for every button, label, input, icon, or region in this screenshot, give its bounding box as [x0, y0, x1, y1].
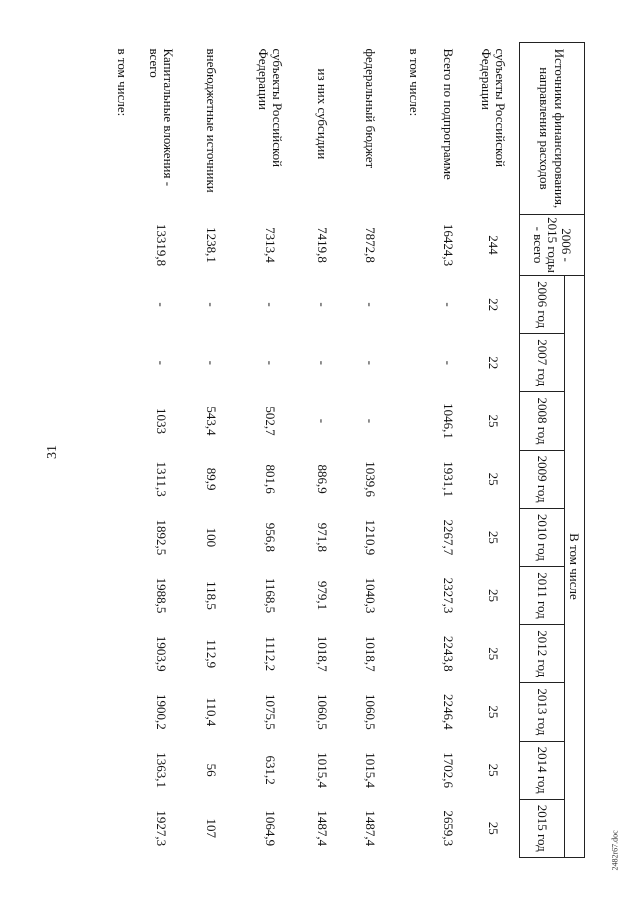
- row-total: 13319,8: [154, 223, 169, 267]
- row-year-value: [399, 683, 429, 741]
- row-total: 7872,8: [363, 227, 378, 263]
- row-year-value: [107, 392, 137, 450]
- row-year-value: 1112,2: [263, 636, 278, 672]
- row-label: федеральный бюджет: [363, 48, 378, 169]
- table-row: [399, 43, 429, 858]
- row-label: внебюджетные источники: [204, 48, 219, 193]
- row-year-value: [399, 566, 429, 624]
- row-year-value: 1060,5: [363, 694, 378, 730]
- header-total-col: 2006 - 2015 годы - всего: [520, 215, 585, 276]
- table-row: [303, 43, 341, 858]
- row-year-value: 502,7: [263, 406, 278, 436]
- row-year-value: 1702,6: [441, 752, 456, 788]
- header-year: 2015 год: [520, 799, 565, 857]
- row-year-value: [399, 450, 429, 508]
- row-label: Капитальные вложения - всего: [147, 48, 176, 187]
- row-year-value: -: [315, 302, 330, 307]
- row-year-value: 22: [486, 298, 501, 312]
- table-body: [107, 43, 520, 858]
- row-total: 7419,8: [315, 227, 330, 263]
- row-year-value: -: [204, 302, 219, 307]
- row-year-value: 1900,2: [154, 694, 169, 730]
- table-row: [237, 43, 303, 858]
- row-year-value: 118,5: [204, 581, 219, 610]
- row-total: 244: [486, 235, 501, 255]
- row-year-value: [399, 392, 429, 450]
- row-year-value: [107, 799, 137, 857]
- row-year-value: 89,9: [204, 467, 219, 491]
- row-year-value: [399, 508, 429, 566]
- row-total: 1238,1: [204, 227, 219, 263]
- row-year-value: [107, 276, 137, 334]
- row-year-value: 1168,5: [263, 577, 278, 614]
- rotated-table-container: [115, 42, 585, 857]
- row-year-value: [399, 334, 429, 392]
- row-year-value: [399, 625, 429, 683]
- row-year-value: 2246,4: [441, 694, 456, 730]
- row-year-value: 56: [204, 763, 219, 777]
- row-year-value: 1060,5: [315, 694, 330, 730]
- row-year-value: 1015,4: [363, 752, 378, 788]
- financing-table: [107, 42, 585, 858]
- header-year: 2008 год: [520, 392, 565, 450]
- row-year-value: 1988,5: [154, 577, 169, 614]
- page-number: 31: [45, 445, 60, 459]
- header-source-col: Источники финансирования, направления расходов: [520, 43, 585, 215]
- row-year-value: 971,8: [315, 522, 330, 552]
- row-year-value: [399, 276, 429, 334]
- row-label: субъекты Российской Федерации: [479, 48, 508, 168]
- row-year-value: [107, 683, 137, 741]
- row-year-value: 1487,4: [315, 810, 330, 847]
- row-year-value: 1015,4: [315, 752, 330, 788]
- row-year-value: 25: [486, 530, 501, 544]
- row-year-value: [107, 625, 137, 683]
- header-year: 2013 год: [520, 683, 565, 741]
- row-year-value: 1046,1: [441, 403, 456, 439]
- header-year: 2009 год: [520, 450, 565, 508]
- header-year: 2010 год: [520, 508, 565, 566]
- table-row: [107, 43, 137, 858]
- row-year-value: -: [154, 302, 169, 307]
- row-year-value: 979,1: [315, 580, 330, 611]
- table-row: [429, 43, 467, 858]
- row-year-value: -: [263, 360, 278, 365]
- row-year-value: 1903,9: [154, 635, 169, 672]
- row-total: 7313,4: [263, 227, 278, 263]
- row-label: в том числе:: [115, 48, 130, 117]
- row-label: из них субсидии: [315, 68, 330, 160]
- row-year-value: 2659,3: [441, 810, 456, 847]
- row-year-value: 25: [486, 589, 501, 603]
- row-year-value: 1039,6: [363, 461, 378, 498]
- row-year-value: 25: [486, 414, 501, 428]
- row-year-value: 22: [486, 356, 501, 370]
- row-year-value: 1075,5: [263, 694, 278, 730]
- row-label: субъекты Российской Федерации: [256, 48, 285, 168]
- row-year-value: [399, 741, 429, 799]
- table-row: [467, 43, 520, 858]
- row-year-value: 1892,5: [154, 519, 169, 556]
- row-year-value: -: [363, 302, 378, 307]
- row-year-value: 1487,4: [363, 810, 378, 847]
- row-year-value: 1927,3: [154, 810, 169, 847]
- row-year-value: 107: [204, 818, 219, 839]
- row-year-value: 1363,1: [154, 752, 169, 788]
- row-year-value: 1311,3: [154, 461, 169, 497]
- row-year-value: -: [315, 418, 330, 424]
- row-year-value: [107, 566, 137, 624]
- row-year-value: 1018,7: [315, 635, 330, 672]
- row-year-value: 25: [486, 763, 501, 777]
- row-label: в том числе:: [407, 48, 422, 117]
- row-year-value: 1040,3: [363, 577, 378, 614]
- row-year-value: -: [154, 360, 169, 365]
- row-year-value: 543,4: [204, 406, 219, 436]
- row-total: [107, 215, 137, 276]
- row-year-value: [107, 741, 137, 799]
- table-row: [185, 43, 237, 858]
- row-year-value: -: [363, 360, 378, 365]
- row-year-value: 112,9: [204, 639, 219, 669]
- row-year-value: [107, 450, 137, 508]
- header-year: 2011 год: [520, 566, 565, 624]
- document-file-tag: 2482r67.doc: [610, 830, 620, 871]
- row-year-value: 25: [486, 472, 501, 486]
- header-year: 2007 год: [520, 334, 565, 392]
- row-year-value: 1018,7: [363, 635, 378, 672]
- table-row: [137, 43, 185, 858]
- row-year-value: -: [363, 418, 378, 424]
- header-year: 2014 год: [520, 741, 565, 799]
- row-year-value: 801,6: [263, 464, 278, 494]
- row-year-value: -: [204, 360, 219, 365]
- row-year-value: [107, 508, 137, 566]
- row-year-value: 25: [486, 705, 501, 719]
- row-year-value: 1064,9: [263, 810, 278, 847]
- row-total: [399, 215, 429, 276]
- row-total: 16424,3: [441, 223, 456, 267]
- row-label: Всего по подпрограмме: [441, 48, 456, 180]
- row-year-value: -: [441, 302, 456, 307]
- row-year-value: -: [441, 360, 456, 365]
- row-year-value: 2243,8: [441, 635, 456, 672]
- row-year-value: 2327,3: [441, 577, 456, 614]
- row-year-value: [399, 799, 429, 857]
- row-year-value: 956,8: [263, 522, 278, 552]
- row-year-value: 25: [486, 821, 501, 835]
- row-year-value: -: [315, 360, 330, 365]
- row-year-value: 25: [486, 647, 501, 661]
- table-header: [520, 43, 585, 858]
- row-year-value: -: [263, 302, 278, 307]
- row-year-value: 100: [204, 527, 219, 548]
- row-year-value: [107, 334, 137, 392]
- row-year-value: 631,2: [263, 755, 278, 785]
- header-year: 2012 год: [520, 625, 565, 683]
- table-row: [341, 43, 399, 858]
- row-year-value: 1931,1: [441, 461, 456, 498]
- header-year: 2006 год: [520, 276, 565, 334]
- row-year-value: 110,4: [204, 697, 219, 727]
- row-year-value: 2267,7: [441, 519, 456, 556]
- row-year-value: 1210,9: [363, 519, 378, 556]
- row-year-value: 1033: [154, 407, 169, 434]
- row-year-value: 886,9: [315, 464, 330, 494]
- header-group: В том числе: [565, 276, 585, 858]
